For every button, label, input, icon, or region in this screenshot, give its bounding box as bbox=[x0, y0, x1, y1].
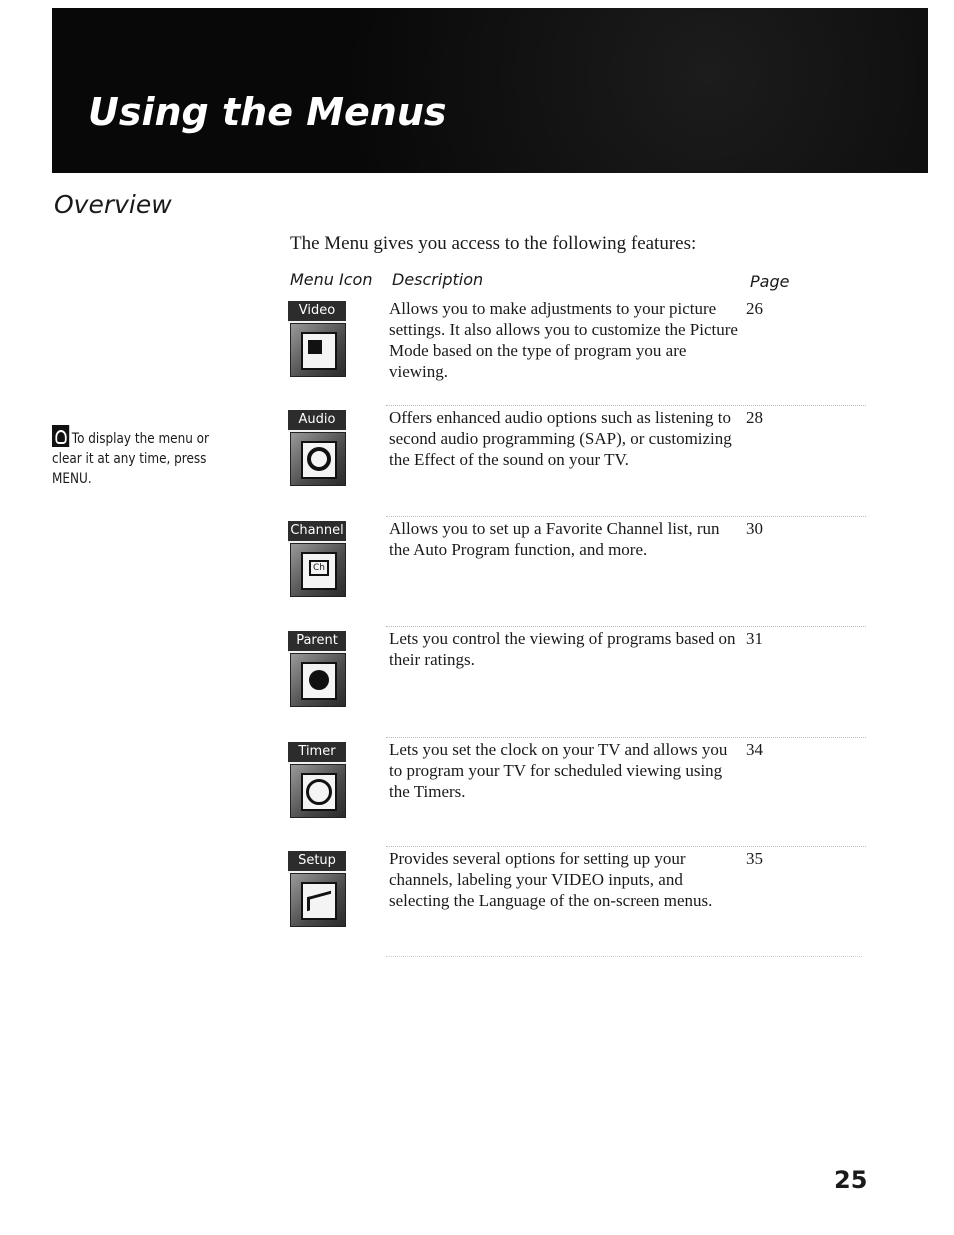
column-header-description: Description bbox=[392, 270, 484, 289]
table-bottom-rule bbox=[386, 956, 862, 957]
row-page: 34 bbox=[746, 740, 763, 759]
icon-label: Channel bbox=[288, 521, 346, 543]
row-description: Offers enhanced audio options such as listening to second audio programming (SAP), or customizing the Effect of the sound on your TV. bbox=[389, 408, 732, 469]
row-separator bbox=[386, 516, 866, 517]
row-separator bbox=[386, 626, 866, 627]
row-separator bbox=[386, 846, 866, 847]
column-header-icon: Menu Icon bbox=[290, 270, 373, 289]
icon-label: Parent bbox=[288, 631, 346, 653]
clock-icon bbox=[301, 773, 337, 811]
row-description: Provides several options for setting up your channels, labeling your VIDEO inputs, and selecting the Language of the on-screen menus. bbox=[389, 849, 713, 910]
tip-text: To display the menu or clear it at any time, press MENU. bbox=[52, 431, 209, 487]
intro-text: The Menu gives you access to the following features: bbox=[290, 233, 697, 254]
channel-menu-icon bbox=[288, 521, 346, 599]
icon-tile bbox=[290, 653, 346, 707]
row-page: 26 bbox=[746, 299, 763, 318]
icon-tile bbox=[290, 764, 346, 818]
row-page: 35 bbox=[746, 849, 763, 868]
video-menu-icon bbox=[288, 301, 346, 379]
icon-label: Setup bbox=[288, 851, 346, 873]
page-number: 25 bbox=[834, 1166, 868, 1194]
row-description: Allows you to set up a Favorite Channel list, run the Auto Program function, and more. bbox=[389, 519, 720, 559]
tip-note bbox=[52, 425, 211, 489]
channel-glyph bbox=[301, 552, 337, 590]
parent-glyph bbox=[301, 662, 337, 700]
row-separator bbox=[386, 405, 866, 406]
icon-tile bbox=[290, 873, 346, 927]
icon-label: Video bbox=[288, 301, 346, 323]
row-separator bbox=[386, 737, 866, 738]
row-description: Lets you control the viewing of programs based on their ratings. bbox=[389, 629, 736, 669]
column-header-page: Page bbox=[750, 272, 790, 291]
toolbox-icon bbox=[301, 882, 337, 920]
icon-label: Timer bbox=[288, 742, 346, 764]
video-glyph bbox=[301, 332, 337, 370]
row-description: Allows you to make adjustments to your picture settings. It also allows you to customize the Picture Mode based on the type of program you are viewing. bbox=[389, 299, 738, 381]
icon-tile bbox=[290, 323, 346, 377]
tip-icon bbox=[52, 425, 69, 447]
channel-glyph-text: Ch bbox=[309, 560, 329, 576]
audio-menu-icon bbox=[288, 410, 346, 488]
icon-tile bbox=[290, 543, 346, 597]
icon-label: Audio bbox=[288, 410, 346, 432]
row-page: 31 bbox=[746, 629, 763, 648]
row-page: 30 bbox=[746, 519, 763, 538]
section-title: Overview bbox=[54, 190, 172, 219]
parent-menu-icon bbox=[288, 631, 346, 709]
audio-glyph bbox=[301, 441, 337, 479]
row-page: 28 bbox=[746, 408, 763, 427]
page-title: Using the Menus bbox=[88, 90, 447, 134]
icon-tile bbox=[290, 432, 346, 486]
header-banner bbox=[52, 8, 928, 173]
row-description: Lets you set the clock on your TV and allows you to program your TV for scheduled viewing using the Timers. bbox=[389, 740, 728, 801]
timer-menu-icon bbox=[288, 742, 346, 820]
setup-menu-icon bbox=[288, 851, 346, 929]
